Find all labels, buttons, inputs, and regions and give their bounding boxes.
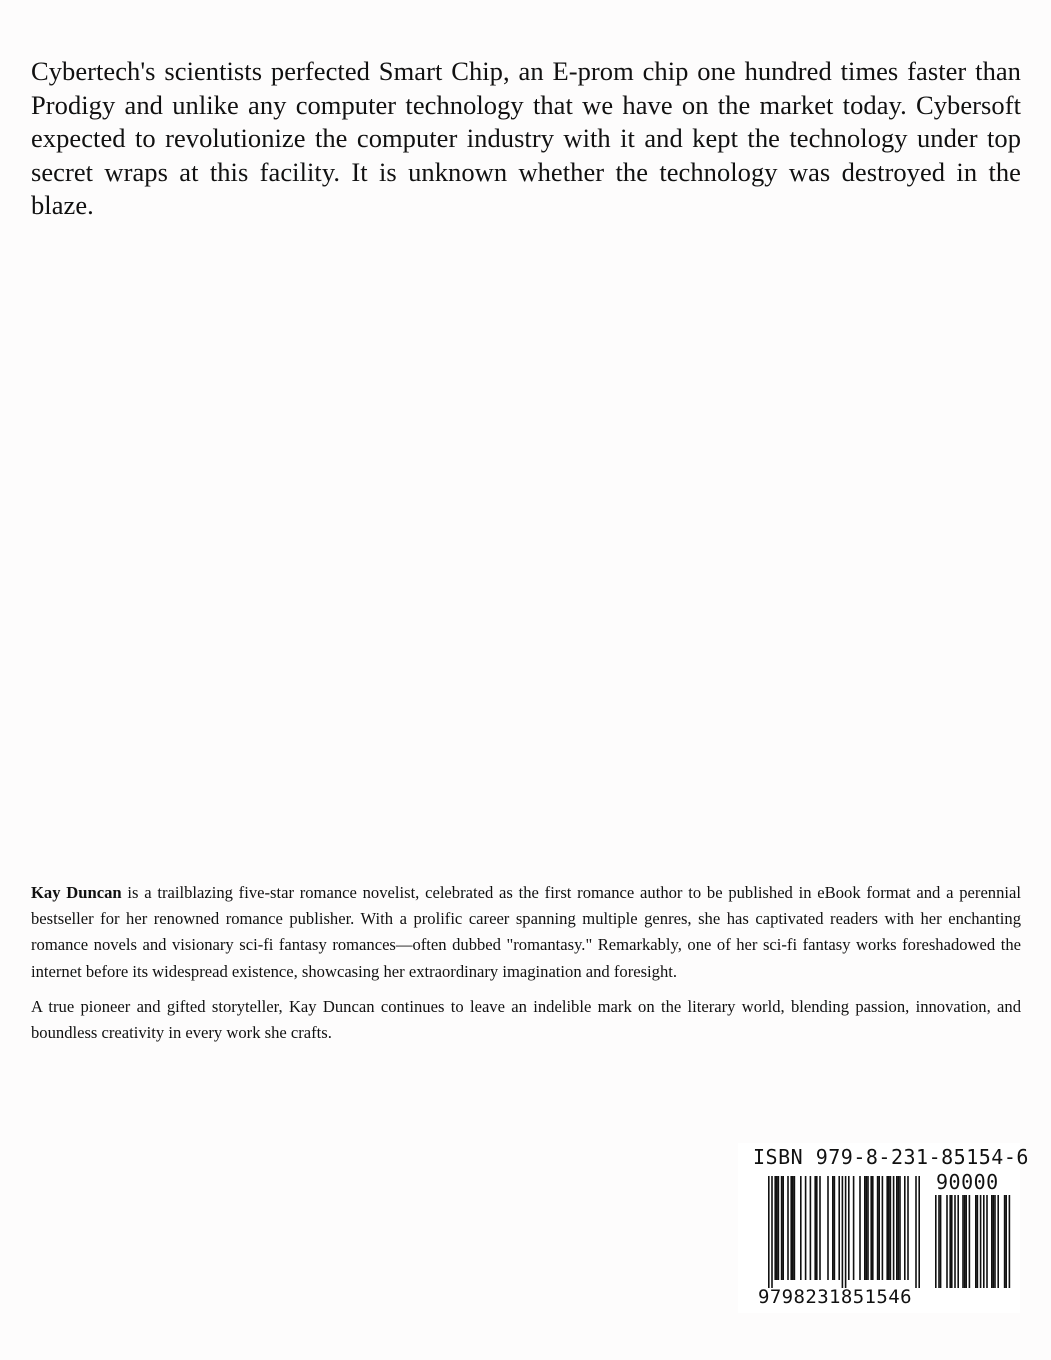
barcode-bar	[800, 1176, 802, 1280]
barcode-bar	[983, 1195, 985, 1288]
barcode-bar	[946, 1195, 948, 1288]
barcode-bar	[964, 1195, 966, 1288]
barcode-bar	[810, 1176, 812, 1280]
barcode-bar	[949, 1195, 951, 1288]
teaser-paragraph: Cybertech's scientists perfected Smart Chip, an E-prom chip one hundred times faster than Prodigy and unlike any computer technology that we have on the market today. Cybersoft expected to revolutionize the computer industry with it and kept the technology under top secret wraps at this facility. It is unknown whether the technology was destroyed in the blaze.	[31, 56, 1021, 220]
barcode-bar	[845, 1176, 847, 1288]
barcode-bar	[838, 1176, 840, 1280]
barcode-bar	[896, 1176, 898, 1280]
barcode-bar	[899, 1176, 901, 1280]
barcode-bar	[1005, 1195, 1007, 1288]
bio-paragraph-2: A true pioneer and gifted storyteller, Kay Duncan continues to leave an indelible mark on the literary world, blending passion, innovation, and boundless creativity in every work she crafts.	[31, 996, 1021, 1043]
barcode-bar	[834, 1176, 836, 1280]
barcode-bar	[890, 1176, 892, 1280]
barcode-bar	[853, 1176, 855, 1280]
barcode-bar	[819, 1176, 821, 1280]
barcode-bar	[805, 1176, 807, 1280]
barcode-bar	[778, 1176, 780, 1280]
barcode-bar	[918, 1176, 920, 1288]
isbn-label: ISBN 979-8-231-85154-6	[753, 1145, 1029, 1169]
barcode-bar	[782, 1176, 784, 1280]
isbn-barcode	[738, 1143, 1029, 1313]
barcode-bar	[792, 1176, 794, 1280]
barcode-bar	[816, 1176, 818, 1280]
barcode-bar	[776, 1176, 778, 1280]
bio-paragraph-1-text: is a trailblazing five-star romance novelist, celebrated as the first romance author to be published in eBook format and a perennial bestseller for her renowned romance publisher. With a prolific career spanning multiple genres, she has captivated readers with her enchanting romance novels and visionary sci-fi fantasy romances—often dubbed "romantasy." Remarkably, one of her sci-fi fantasy works foreshadowed the internet before its widespread existence, showcasing her extraordinary imagination and foresight.	[31, 883, 1021, 981]
bio-paragraph-1	[31, 880, 1021, 985]
barcode-bar	[977, 1195, 979, 1288]
barcode-bar	[997, 1195, 999, 1288]
barcode-bar	[848, 1176, 850, 1280]
barcode-bar	[965, 1195, 967, 1288]
barcode-bar	[781, 1176, 783, 1280]
barcode-bar	[870, 1176, 872, 1280]
barcode-bar	[898, 1176, 900, 1280]
barcode-bar	[866, 1176, 868, 1280]
barcode-bar	[975, 1195, 977, 1288]
barcode-bar	[878, 1176, 880, 1280]
barcode-bar	[1004, 1195, 1006, 1288]
barcode-bar	[893, 1176, 895, 1280]
barcode-bar	[768, 1176, 770, 1288]
barcode-bar	[859, 1176, 861, 1280]
barcode-bar	[991, 1195, 993, 1288]
barcode-bar	[969, 1195, 971, 1288]
barcode-bar	[980, 1195, 982, 1288]
barcode-bar	[888, 1176, 890, 1280]
author-name: Kay Duncan	[31, 883, 122, 902]
barcode-bar	[842, 1176, 844, 1288]
barcode-bar	[774, 1176, 776, 1280]
barcode-bar	[904, 1176, 906, 1280]
barcode-bar	[986, 1195, 988, 1288]
barcode-bar	[832, 1176, 834, 1280]
barcode-bar	[951, 1195, 953, 1288]
barcode-bar	[1009, 1195, 1011, 1288]
barcode-bar	[864, 1176, 866, 1280]
barcode-bar	[994, 1195, 996, 1288]
barcode-bar	[915, 1176, 917, 1288]
barcode-bar	[940, 1195, 942, 1288]
barcode-bar	[886, 1176, 888, 1280]
barcode-bar	[938, 1195, 940, 1288]
barcode-bar	[935, 1195, 937, 1288]
ean-digits: 9798231851546	[758, 1286, 912, 1308]
barcode-bar	[814, 1176, 816, 1280]
barcode-bar	[877, 1176, 879, 1280]
barcode-bar	[867, 1176, 869, 1280]
barcode-bar	[957, 1195, 959, 1288]
barcode-bar	[907, 1176, 909, 1280]
barcode-bar	[790, 1176, 792, 1280]
barcode-bar	[787, 1176, 789, 1280]
barcode-bar	[827, 1176, 829, 1280]
author-bio	[31, 880, 1021, 1055]
barcode-bar	[954, 1195, 956, 1288]
price-code: 90000	[936, 1170, 999, 1194]
barcode-bar	[771, 1176, 773, 1288]
barcode-bar	[872, 1176, 874, 1280]
barcode-bar	[962, 1195, 964, 1288]
barcode-bar	[794, 1176, 796, 1280]
barcode-bar	[882, 1176, 884, 1280]
barcode-bar	[993, 1195, 995, 1288]
